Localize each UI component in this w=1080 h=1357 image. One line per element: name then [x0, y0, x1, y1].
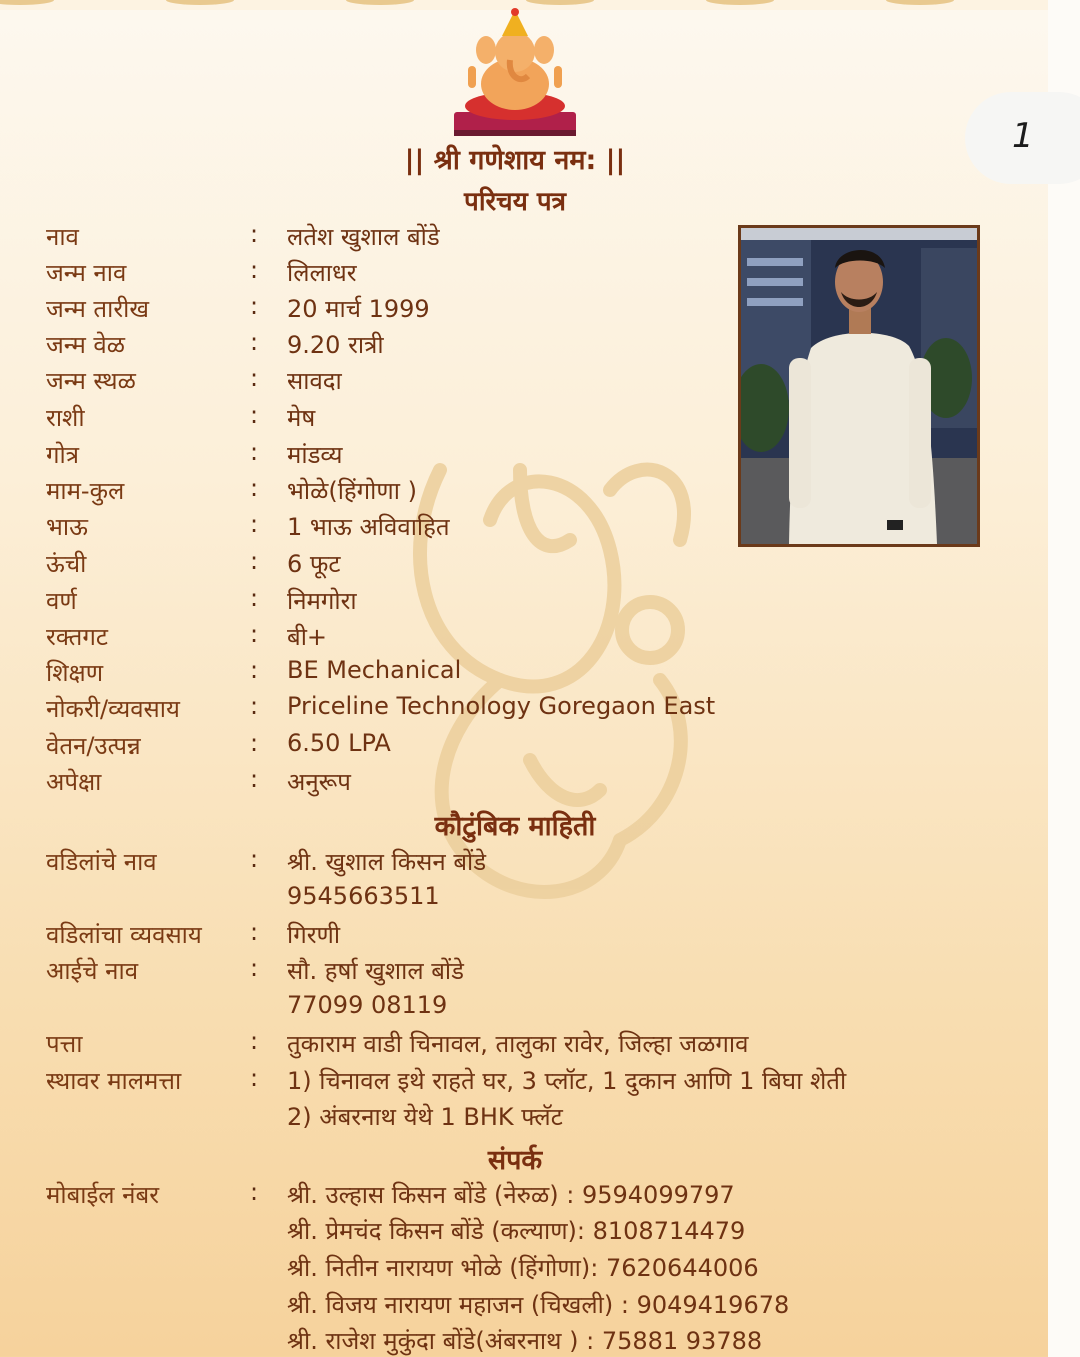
- separator: :: [250, 954, 259, 982]
- separator: :: [250, 765, 259, 793]
- separator: :: [250, 620, 259, 648]
- right-margin-strip: [1048, 0, 1080, 1357]
- detail-label: जन्म स्थळ: [46, 367, 136, 395]
- detail-value: निमगोरा: [287, 587, 357, 615]
- page-number: 1: [1012, 116, 1034, 156]
- detail-label: जन्म नाव: [46, 259, 127, 287]
- father-occupation: गिरणी: [287, 921, 341, 949]
- separator: :: [250, 656, 259, 684]
- ganesha-icon: [448, 4, 582, 138]
- mother-phone: 77099 08119: [287, 991, 448, 1019]
- detail-label: आईचे नाव: [46, 957, 139, 985]
- property-item: 2) अंबरनाथ येथे 1 BHK फ्लॅट: [287, 1103, 563, 1131]
- detail-label: वडिलांचा व्यवसाय: [46, 921, 202, 949]
- person-photo-icon: [741, 228, 977, 544]
- detail-value: बी+: [287, 623, 328, 651]
- detail-label: ऊंची: [46, 550, 87, 578]
- detail-label: वेतन/उत्पन्न: [46, 732, 141, 760]
- separator: :: [250, 328, 259, 356]
- separator: :: [250, 547, 259, 575]
- contact-entry: श्री. विजय नारायण महाजन (चिखली) : 9049419678: [287, 1291, 790, 1319]
- separator: :: [250, 584, 259, 612]
- father-name: श्री. खुशाल किसन बोंडे: [287, 848, 487, 876]
- contact-section-title: संपर्क: [487, 1145, 543, 1176]
- detail-label: स्थावर मालमत्ता: [46, 1067, 182, 1095]
- page-title: परिचय पत्र: [464, 187, 566, 217]
- detail-label: मोबाईल नंबर: [46, 1181, 160, 1209]
- address-value: तुकाराम वाडी चिनावल, तालुका रावेर, जिल्हा जळगाव: [287, 1030, 749, 1058]
- separator: :: [250, 256, 259, 284]
- mother-name: सौ. हर्षा खुशाल बोंडे: [287, 957, 464, 985]
- separator: :: [250, 510, 259, 538]
- separator: :: [250, 845, 259, 873]
- separator: :: [250, 474, 259, 502]
- father-phone: 9545663511: [287, 882, 440, 910]
- property-item: 1) चिनावल इथे राहते घर, 3 प्लॉट, 1 दुकान आणि 1 बिघा शेती: [287, 1067, 847, 1095]
- detail-label: माम-कुल: [46, 477, 125, 505]
- family-section-title: कौटुंबिक माहिती: [434, 811, 596, 842]
- detail-label: जन्म तारीख: [46, 295, 149, 323]
- separator: :: [250, 1178, 259, 1206]
- detail-value: मेष: [287, 404, 316, 432]
- detail-label: राशी: [46, 404, 85, 432]
- contact-entry: श्री. उल्हास किसन बोंडे (नेरुळ) : 9594099797: [287, 1181, 735, 1209]
- separator: :: [250, 692, 259, 720]
- detail-label: अपेक्षा: [46, 768, 102, 796]
- detail-value: 1 भाऊ अविवाहित: [287, 513, 450, 541]
- detail-label: वडिलांचे नाव: [46, 848, 157, 876]
- detail-label: वर्ण: [46, 587, 77, 615]
- mantra-heading: || श्री गणेशाय नम: ||: [404, 145, 626, 176]
- detail-label: जन्म वेळ: [46, 331, 126, 359]
- detail-label: पत्ता: [46, 1030, 83, 1058]
- separator: :: [250, 401, 259, 429]
- detail-label: भाऊ: [46, 513, 88, 541]
- separator: :: [250, 220, 259, 248]
- separator: :: [250, 364, 259, 392]
- detail-value: Priceline Technology Goregaon East: [287, 692, 716, 720]
- separator: :: [250, 1027, 259, 1055]
- detail-value: अनुरूप: [287, 768, 351, 796]
- detail-value: 6 फूट: [287, 550, 341, 578]
- detail-value: लतेश खुशाल बोंडे: [287, 223, 440, 251]
- detail-value: 9.20 रात्री: [287, 331, 384, 359]
- detail-label: नाव: [46, 223, 79, 251]
- detail-value: 6.50 LPA: [287, 729, 391, 757]
- detail-label: रक्तगट: [46, 623, 108, 651]
- detail-label: गोत्र: [46, 441, 79, 469]
- detail-value: 20 मार्च 1999: [287, 295, 430, 323]
- contact-entry: श्री. प्रेमचंद किसन बोंडे (कल्याण): 8108714479: [287, 1217, 746, 1245]
- separator: :: [250, 918, 259, 946]
- profile-photo: [738, 225, 980, 547]
- contact-entry: श्री. नितीन नारायण भोळे (हिंगोणा): 7620644006: [287, 1254, 759, 1282]
- separator: :: [250, 1064, 259, 1092]
- contact-entry: श्री. राजेश मुकुंदा बोंडे(अंबरनाथ ) : 75881 93788: [287, 1327, 763, 1355]
- detail-value: BE Mechanical: [287, 656, 462, 684]
- detail-value: सावदा: [287, 367, 342, 395]
- detail-value: भोळे(हिंगोणा ): [287, 477, 417, 505]
- detail-value: लिलाधर: [287, 259, 357, 287]
- detail-label: शिक्षण: [46, 659, 104, 687]
- separator: :: [250, 729, 259, 757]
- detail-label: नोकरी/व्यवसाय: [46, 695, 180, 723]
- separator: :: [250, 292, 259, 320]
- detail-value: मांडव्य: [287, 441, 343, 469]
- separator: :: [250, 438, 259, 466]
